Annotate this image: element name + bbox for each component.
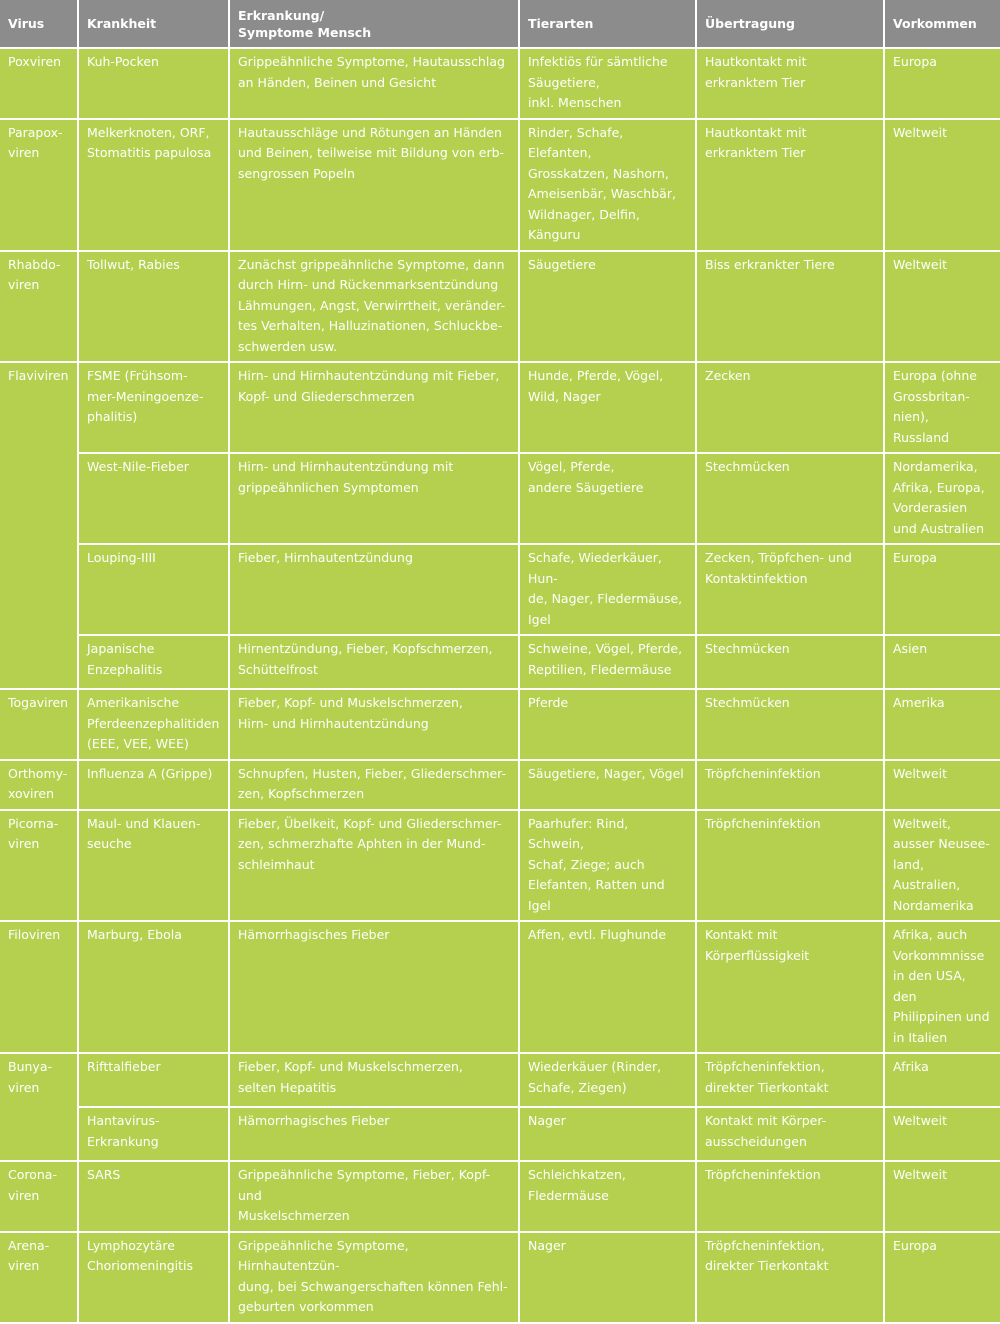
virus-cell: Parapox- viren bbox=[0, 119, 78, 251]
krankheit-cell: Louping-IIII bbox=[78, 544, 229, 635]
uebertragung-cell: Kontakt mit Körperflüssigkeit bbox=[696, 921, 884, 1053]
erkrankung-cell: Schnupfen, Husten, Fieber, Gliederschmer- zen, Kopfschmerzen bbox=[229, 760, 519, 810]
table-row bbox=[0, 119, 1000, 251]
tierarten-cell: Affen, evtl. Flughunde bbox=[519, 921, 696, 1053]
vorkommen-cell: Europa bbox=[884, 544, 1000, 635]
tierarten-cell: Infektiös für sämtliche Säugetiere, inkl. Menschen bbox=[519, 48, 696, 119]
virus-cell: Picorna- viren bbox=[0, 810, 78, 922]
vorkommen-cell: Afrika bbox=[884, 1053, 1000, 1107]
krankheit-cell: Japanische Enzephalitis bbox=[78, 635, 229, 689]
table-row bbox=[0, 453, 1000, 544]
krankheit-cell: FSME (Frühsom- mer-Meningoenze- phalitis) bbox=[78, 362, 229, 453]
uebertragung-cell: Stechmücken bbox=[696, 635, 884, 689]
tierarten-cell: Nager bbox=[519, 1232, 696, 1323]
krankheit-cell: Marburg, Ebola bbox=[78, 921, 229, 1053]
erkrankung-cell: Hämorrhagisches Fieber bbox=[229, 1107, 519, 1161]
erkrankung-cell: Hirnentzündung, Fieber, Kopfschmerzen, Schüttelfrost bbox=[229, 635, 519, 689]
erkrankung-cell: Fieber, Kopf- und Muskelschmerzen, Hirn- und Hirnhautentzündung bbox=[229, 689, 519, 760]
krankheit-cell: Rifttalfieber bbox=[78, 1053, 229, 1107]
vorkommen-cell: Europa (ohne Grossbritan- nien), Russland bbox=[884, 362, 1000, 453]
header-erkrankung: Erkrankung/ Symptome Mensch bbox=[229, 0, 519, 48]
krankheit-cell: Maul- und Klauen- seuche bbox=[78, 810, 229, 922]
vorkommen-cell: Weltweit bbox=[884, 1107, 1000, 1161]
erkrankung-cell: Grippeähnliche Symptome, Hautausschlag an Händen, Beinen und Gesicht bbox=[229, 48, 519, 119]
vorkommen-cell: Weltweit bbox=[884, 251, 1000, 363]
header-virus: Virus bbox=[0, 0, 78, 48]
virus-cell: Poxviren bbox=[0, 48, 78, 119]
erkrankung-cell: Zunächst grippeähnliche Symptome, dann durch Hirn- und Rückenmarksentzündung Lähmungen, Angst, Verwirrtheit, veränder- tes Verhalten, Halluzinationen, Schluckbe- schwerden usw. bbox=[229, 251, 519, 363]
erkrankung-cell: Grippeähnliche Symptome, Fieber, Kopf- und Muskelschmerzen bbox=[229, 1161, 519, 1232]
virus-cell: Rhabdo- viren bbox=[0, 251, 78, 363]
table-row bbox=[0, 251, 1000, 363]
tierarten-cell: Rinder, Schafe, Elefanten, Grosskatzen, Nashorn, Ameisenbär, Waschbär, Wildnager, Delfin, Känguru bbox=[519, 119, 696, 251]
table-row bbox=[0, 921, 1000, 1053]
krankheit-cell: Kuh-Pocken bbox=[78, 48, 229, 119]
table-row bbox=[0, 760, 1000, 810]
krankheit-cell: Amerikanische Pferdeenzephalitiden (EEE, VEE, WEE) bbox=[78, 689, 229, 760]
header-vorkommen: Vorkommen bbox=[884, 0, 1000, 48]
krankheit-cell: Hantavirus- Erkrankung bbox=[78, 1107, 229, 1161]
table-row bbox=[0, 1161, 1000, 1232]
krankheit-cell: Tollwut, Rabies bbox=[78, 251, 229, 363]
uebertragung-cell: Zecken, Tröpfchen- und Kontaktinfektion bbox=[696, 544, 884, 635]
header-krankheit: Krankheit bbox=[78, 0, 229, 48]
table-row bbox=[0, 1232, 1000, 1323]
uebertragung-cell: Zecken bbox=[696, 362, 884, 453]
table-row bbox=[0, 1107, 1000, 1161]
vorkommen-cell: Weltweit bbox=[884, 760, 1000, 810]
vorkommen-cell: Amerika bbox=[884, 689, 1000, 760]
vorkommen-cell: Nordamerika, Afrika, Europa, Vorderasien und Australien bbox=[884, 453, 1000, 544]
tierarten-cell: Paarhufer: Rind, Schwein, Schaf, Ziege; auch Elefanten, Ratten und Igel bbox=[519, 810, 696, 922]
table-row bbox=[0, 48, 1000, 119]
table-row bbox=[0, 810, 1000, 922]
krankheit-cell: West-Nile-Fieber bbox=[78, 453, 229, 544]
uebertragung-cell: Tröpfcheninfektion bbox=[696, 810, 884, 922]
vorkommen-cell: Asien bbox=[884, 635, 1000, 689]
uebertragung-cell: Tröpfcheninfektion, direkter Tierkontakt bbox=[696, 1053, 884, 1107]
header-tierarten: Tierarten bbox=[519, 0, 696, 48]
vorkommen-cell: Europa bbox=[884, 1232, 1000, 1323]
virus-cell: Arena- viren bbox=[0, 1232, 78, 1323]
table-row bbox=[0, 635, 1000, 689]
table-row bbox=[0, 689, 1000, 760]
erkrankung-cell: Fieber, Übelkeit, Kopf- und Gliederschmer- zen, schmerzhafte Aphten in der Mund- schleimhaut bbox=[229, 810, 519, 922]
erkrankung-cell: Grippeähnliche Symptome, Hirnhautentzün- dung, bei Schwangerschaften können Fehl- geburten vorkommen bbox=[229, 1232, 519, 1323]
uebertragung-cell: Hautkontakt mit erkranktem Tier bbox=[696, 48, 884, 119]
tierarten-cell: Säugetiere bbox=[519, 251, 696, 363]
header-uebertragung: Übertragung bbox=[696, 0, 884, 48]
erkrankung-cell: Hämorrhagisches Fieber bbox=[229, 921, 519, 1053]
vorkommen-cell: Weltweit, ausser Neusee- land, Australien, Nordamerika bbox=[884, 810, 1000, 922]
tierarten-cell: Hunde, Pferde, Vögel, Wild, Nager bbox=[519, 362, 696, 453]
tierarten-cell: Schafe, Wiederkäuer, Hun- de, Nager, Fledermäuse, Igel bbox=[519, 544, 696, 635]
erkrankung-cell: Hautausschläge und Rötungen an Händen und Beinen, teilweise mit Bildung von erb- sengrossen Popeln bbox=[229, 119, 519, 251]
vorkommen-cell: Weltweit bbox=[884, 1161, 1000, 1232]
uebertragung-cell: Tröpfcheninfektion bbox=[696, 760, 884, 810]
uebertragung-cell: Biss erkrankter Tiere bbox=[696, 251, 884, 363]
tierarten-cell: Vögel, Pferde, andere Säugetiere bbox=[519, 453, 696, 544]
uebertragung-cell: Hautkontakt mit erkranktem Tier bbox=[696, 119, 884, 251]
vorkommen-cell: Europa bbox=[884, 48, 1000, 119]
table-row bbox=[0, 544, 1000, 635]
virus-cell: Bunya- viren bbox=[0, 1053, 78, 1161]
erkrankung-cell: Hirn- und Hirnhautentzündung mit grippeähnlichen Symptomen bbox=[229, 453, 519, 544]
krankheit-cell: SARS bbox=[78, 1161, 229, 1232]
uebertragung-cell: Tröpfcheninfektion bbox=[696, 1161, 884, 1232]
tierarten-cell: Säugetiere, Nager, Vögel bbox=[519, 760, 696, 810]
tierarten-cell: Nager bbox=[519, 1107, 696, 1161]
vorkommen-cell: Weltweit bbox=[884, 119, 1000, 251]
table-row bbox=[0, 362, 1000, 453]
uebertragung-cell: Stechmücken bbox=[696, 453, 884, 544]
virus-cell: Orthomy- xoviren bbox=[0, 760, 78, 810]
tierarten-cell: Schweine, Vögel, Pferde, Reptilien, Fledermäuse bbox=[519, 635, 696, 689]
erkrankung-cell: Hirn- und Hirnhautentzündung mit Fieber, Kopf- und Gliederschmerzen bbox=[229, 362, 519, 453]
tierarten-cell: Wiederkäuer (Rinder, Schafe, Ziegen) bbox=[519, 1053, 696, 1107]
table-row bbox=[0, 1053, 1000, 1107]
tierarten-cell: Pferde bbox=[519, 689, 696, 760]
vorkommen-cell: Afrika, auch Vorkommnisse in den USA, den Philippinen und in Italien bbox=[884, 921, 1000, 1053]
uebertragung-cell: Kontakt mit Körper- ausscheidungen bbox=[696, 1107, 884, 1161]
virus-cell: Togaviren bbox=[0, 689, 78, 760]
uebertragung-cell: Tröpfcheninfektion, direkter Tierkontakt bbox=[696, 1232, 884, 1323]
virus-cell: Flaviviren bbox=[0, 362, 78, 689]
virus-cell: Corona- viren bbox=[0, 1161, 78, 1232]
virus-cell: Filoviren bbox=[0, 921, 78, 1053]
header-row bbox=[0, 0, 1000, 48]
uebertragung-cell: Stechmücken bbox=[696, 689, 884, 760]
erkrankung-cell: Fieber, Kopf- und Muskelschmerzen, selten Hepatitis bbox=[229, 1053, 519, 1107]
krankheit-cell: Melkerknoten, ORF, Stomatitis papulosa bbox=[78, 119, 229, 251]
erkrankung-cell: Fieber, Hirnhautentzündung bbox=[229, 544, 519, 635]
krankheit-cell: Influenza A (Grippe) bbox=[78, 760, 229, 810]
krankheit-cell: Lymphozytäre Choriomeningitis bbox=[78, 1232, 229, 1323]
tierarten-cell: Schleichkatzen, Fledermäuse bbox=[519, 1161, 696, 1232]
